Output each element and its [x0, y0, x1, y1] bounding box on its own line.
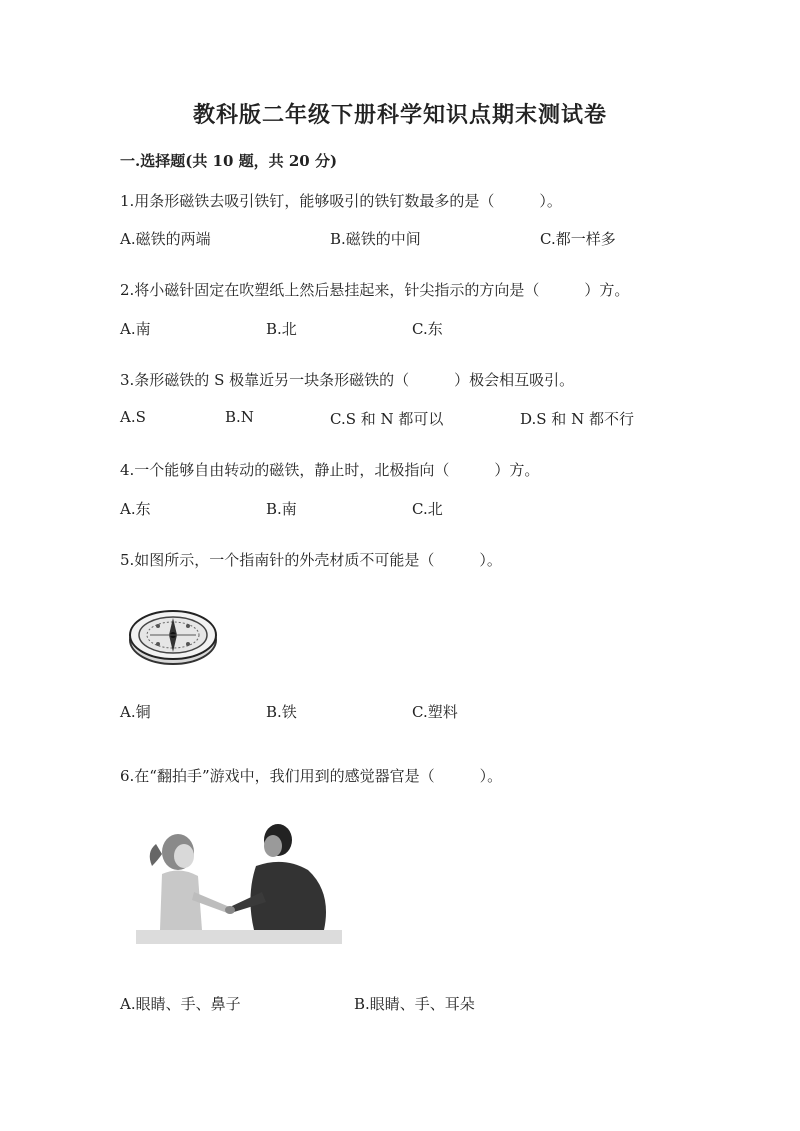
question-3: 3.条形磁铁的 S 极靠近另一块条形磁铁的（ ）极会相互吸引。	[120, 371, 575, 389]
question-5: 5.如图所示，一个指南针的外壳材质不可能是（ ）。	[120, 551, 502, 569]
q3-option-b: B.N	[225, 408, 254, 426]
q1-option-a: A.磁铁的两端	[120, 230, 211, 248]
question-4: 4.一个能够自由转动的磁铁，静止时，北极指向（ ）方。	[120, 461, 540, 479]
q4-option-b: B.南	[266, 500, 297, 518]
page-title: 教科版二年级下册科学知识点期末测试卷	[192, 102, 607, 128]
q4-option-c: C.北	[412, 500, 443, 518]
q1-option-b: B.磁铁的中间	[330, 230, 421, 248]
q1-option-c: C.都一样多	[540, 230, 616, 248]
question-1: 1.用条形磁铁去吸引铁钉，能够吸引的铁钉数最多的是（ ）。	[120, 192, 562, 210]
q2-option-a: A.南	[120, 320, 151, 338]
q2-option-c: C.东	[412, 320, 443, 338]
q6-option-b: B.眼睛、手、耳朵	[354, 995, 475, 1013]
children-clapping-image	[136, 822, 342, 944]
question-2: 2.将小磁针固定在吹塑纸上然后悬挂起来，针尖指示的方向是（ ）方。	[120, 281, 630, 299]
q5-option-a: A.铜	[120, 703, 151, 721]
q6-option-a: A.眼睛、手、鼻子	[120, 995, 241, 1013]
q5-option-c: C.塑料	[412, 703, 458, 721]
question-6: 6.在“翻拍手”游戏中，我们用到的感觉器官是（ ）。	[120, 767, 503, 785]
section-heading: 一.选择题(共 10 题，共 20 分)	[120, 152, 338, 170]
q3-option-c: C.S 和 N 都可以	[330, 410, 444, 428]
q3-option-d: D.S 和 N 都不行	[520, 410, 634, 428]
q2-option-b: B.北	[266, 320, 297, 338]
q5-option-b: B.铁	[266, 703, 297, 721]
compass-image	[128, 602, 218, 666]
q4-option-a: A.东	[120, 500, 151, 518]
q3-option-a: A.S	[120, 408, 146, 426]
